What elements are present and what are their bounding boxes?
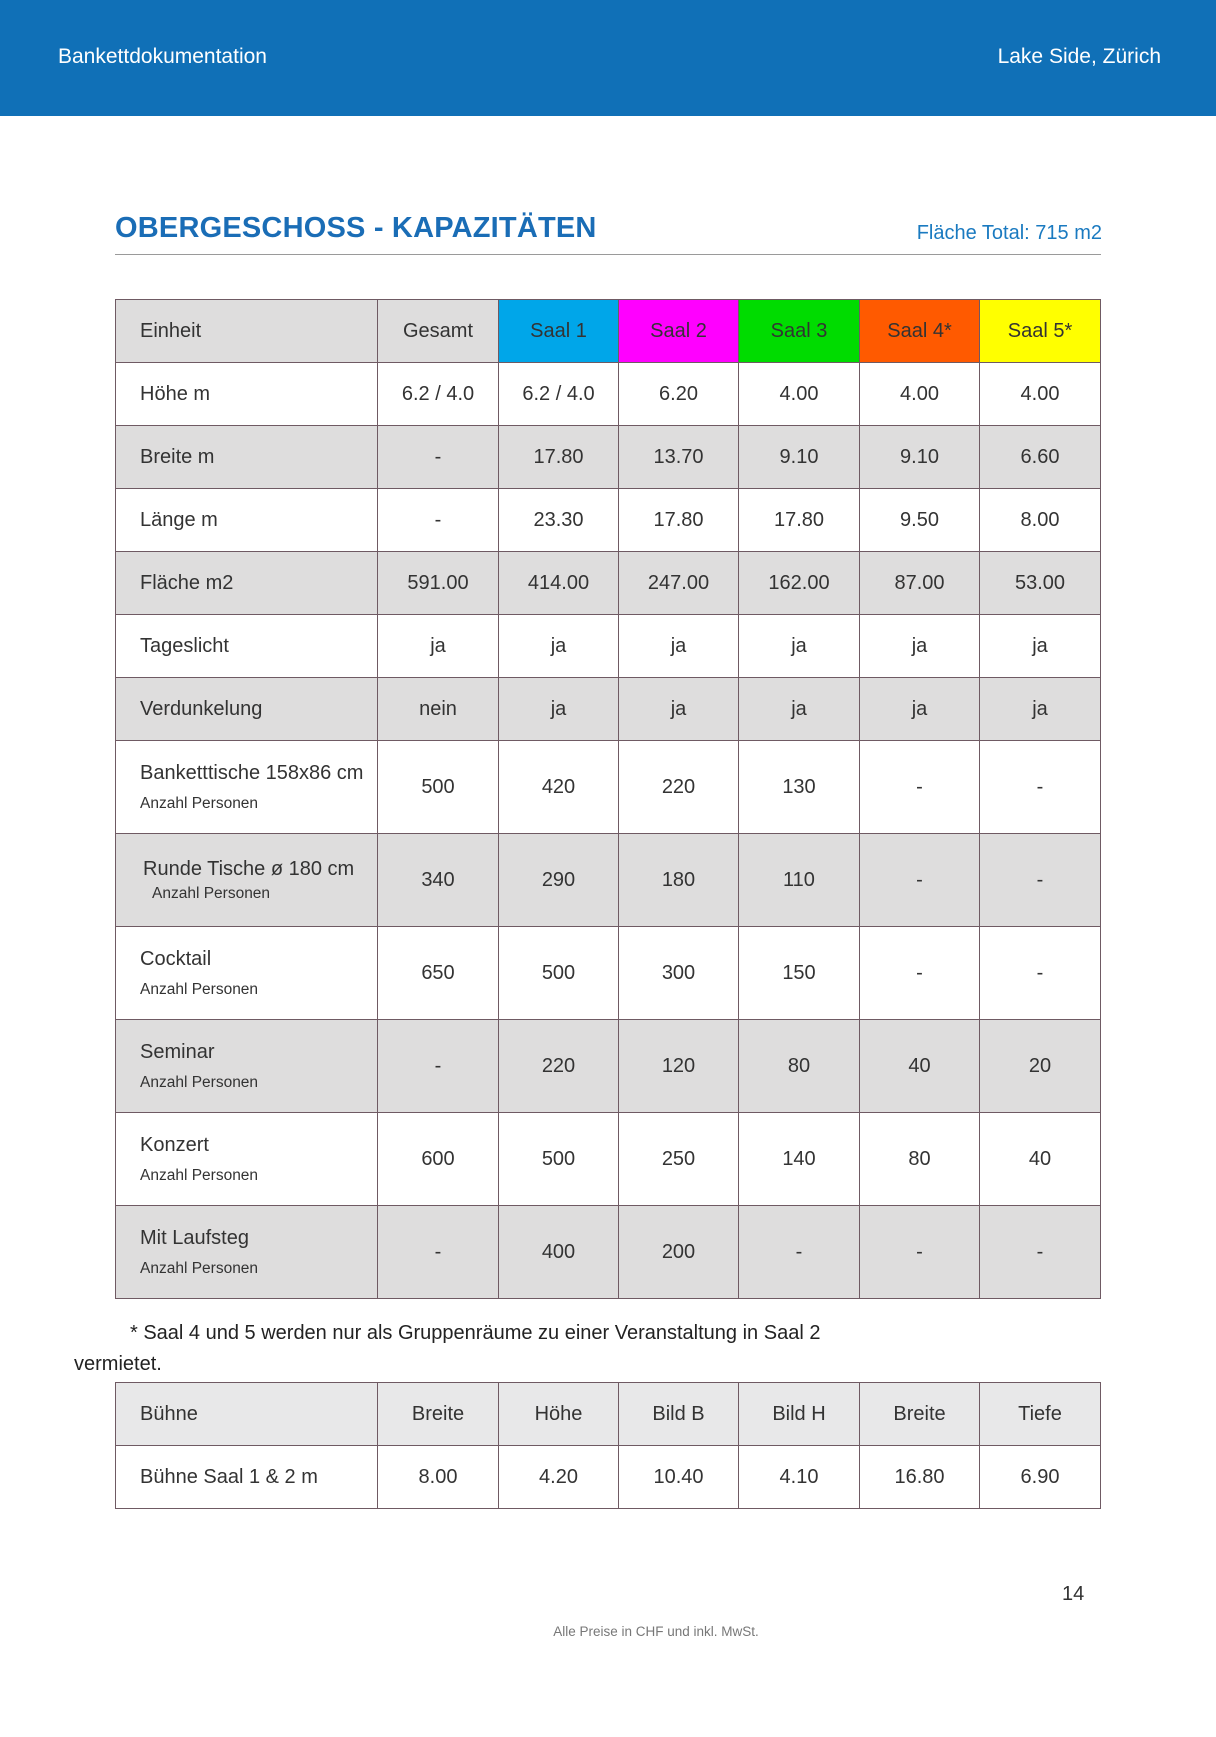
table-cell: 8.00	[378, 1446, 499, 1509]
table-cell: ja	[378, 615, 499, 678]
table-cell: 4.20	[499, 1446, 619, 1509]
table-cell: 500	[378, 741, 499, 834]
table-cell: ja	[619, 615, 739, 678]
table-cell: 220	[499, 1020, 619, 1113]
table-cell: 9.10	[860, 426, 980, 489]
header-cell: Bühne	[116, 1383, 378, 1446]
table-cell: 300	[619, 927, 739, 1020]
header-cell-saal-1: Saal 1	[499, 300, 619, 363]
row-label: Tageslicht	[116, 615, 378, 678]
row-label: Breite m	[116, 426, 378, 489]
capacity-table	[115, 299, 1101, 1299]
row-label: Verdunkelung	[116, 678, 378, 741]
table-cell: -	[739, 1206, 860, 1299]
table-cell: ja	[980, 615, 1101, 678]
table-cell: 17.80	[619, 489, 739, 552]
table-cell: ja	[619, 678, 739, 741]
table-cell: 180	[619, 834, 739, 927]
table-cell: 16.80	[860, 1446, 980, 1509]
header-cell-unit: Einheit	[116, 300, 378, 363]
table-row	[116, 1020, 1101, 1113]
table-row	[116, 1113, 1101, 1206]
table-cell: ja	[499, 615, 619, 678]
document-title: Bankettdokumentation	[58, 45, 267, 68]
table-cell: 10.40	[619, 1446, 739, 1509]
table-cell: 250	[619, 1113, 739, 1206]
row-label: Banketttische 158x86 cm	[140, 761, 364, 784]
row-label-cell	[116, 927, 378, 1020]
table-row	[116, 1446, 1101, 1509]
header-cell: Breite	[378, 1383, 499, 1446]
table-cell: 9.50	[860, 489, 980, 552]
page-number: 14	[1062, 1583, 1085, 1605]
table-cell: 6.20	[619, 363, 739, 426]
table-cell: 80	[860, 1113, 980, 1206]
table-cell: ja	[860, 678, 980, 741]
header-cell-saal-2: Saal 2	[619, 300, 739, 363]
table-row	[116, 834, 1101, 927]
stage-header-row	[116, 1383, 1101, 1446]
table-cell: -	[378, 1206, 499, 1299]
row-label: Seminar	[140, 1040, 215, 1063]
table-cell: 500	[499, 1113, 619, 1206]
row-sublabel: Anzahl Personen	[140, 1073, 259, 1091]
header-cell-saal-5: Saal 5*	[980, 300, 1101, 363]
row-label: Mit Laufsteg	[140, 1226, 249, 1249]
table-cell: 500	[499, 927, 619, 1020]
header-cell: Breite	[860, 1383, 980, 1446]
table-cell: nein	[378, 678, 499, 741]
table-cell: 4.00	[980, 363, 1101, 426]
table-cell: -	[378, 489, 499, 552]
header-bar	[0, 0, 1216, 116]
table-cell: 290	[499, 834, 619, 927]
table-cell: 120	[619, 1020, 739, 1113]
table-cell: 40	[980, 1113, 1101, 1206]
location-label: Lake Side, Zürich	[997, 45, 1161, 68]
table-cell: 162.00	[739, 552, 860, 615]
table-cell: 80	[739, 1020, 860, 1113]
row-label-cell	[116, 1206, 378, 1299]
table-cell: 87.00	[860, 552, 980, 615]
table-cell: 53.00	[980, 552, 1101, 615]
table-cell: 591.00	[378, 552, 499, 615]
header-cell: Bild H	[739, 1383, 860, 1446]
row-sublabel: Anzahl Personen	[140, 1166, 259, 1184]
table-cell: 13.70	[619, 426, 739, 489]
table-cell: -	[378, 1020, 499, 1113]
table-cell: 17.80	[499, 426, 619, 489]
table-cell: -	[860, 927, 980, 1020]
table-header-row	[116, 300, 1101, 363]
row-label-cell	[116, 834, 378, 927]
table-row	[116, 741, 1101, 834]
table-cell: 650	[378, 927, 499, 1020]
row-label-cell	[116, 741, 378, 834]
table-cell: 414.00	[499, 552, 619, 615]
table-cell: ja	[739, 615, 860, 678]
row-sublabel: Anzahl Personen	[140, 980, 259, 998]
table-cell: 17.80	[739, 489, 860, 552]
table-row	[116, 552, 1101, 615]
table-cell: ja	[739, 678, 860, 741]
row-label: Länge m	[116, 489, 378, 552]
row-label: Konzert	[140, 1133, 209, 1156]
table-cell: 130	[739, 741, 860, 834]
table-cell: 4.00	[860, 363, 980, 426]
title-divider	[115, 254, 1101, 255]
table-cell: -	[980, 1206, 1101, 1299]
header-cell: Bild B	[619, 1383, 739, 1446]
table-cell: 200	[619, 1206, 739, 1299]
header-cell-saal-4: Saal 4*	[860, 300, 980, 363]
table-cell: 340	[378, 834, 499, 927]
row-label: Bühne Saal 1 & 2 m	[116, 1446, 378, 1509]
table-cell: 420	[499, 741, 619, 834]
row-label-cell	[116, 1113, 378, 1206]
table-row	[116, 615, 1101, 678]
table-cell: 150	[739, 927, 860, 1020]
table-cell: 400	[499, 1206, 619, 1299]
row-label: Runde Tische ø 180 cm	[143, 857, 355, 880]
table-cell: 220	[619, 741, 739, 834]
row-sublabel: Anzahl Personen	[140, 1259, 259, 1277]
table-cell: 110	[739, 834, 860, 927]
table-cell: ja	[499, 678, 619, 741]
table-cell: ja	[860, 615, 980, 678]
table-cell: 6.2 / 4.0	[378, 363, 499, 426]
table-cell: 600	[378, 1113, 499, 1206]
table-cell: ja	[980, 678, 1101, 741]
table-cell: 6.2 / 4.0	[499, 363, 619, 426]
table-cell: 247.00	[619, 552, 739, 615]
table-cell: -	[980, 741, 1101, 834]
row-label: Cocktail	[140, 947, 212, 970]
table-cell: -	[860, 741, 980, 834]
table-cell: 4.00	[739, 363, 860, 426]
table-cell: 8.00	[980, 489, 1101, 552]
table-cell: -	[860, 1206, 980, 1299]
table-cell: 6.90	[980, 1446, 1101, 1509]
footnote: * Saal 4 und 5 werden nur als Gruppenräume zu einer Veranstaltung in Saal 2 vermietet.	[74, 1322, 821, 1375]
table-cell: -	[860, 834, 980, 927]
table-cell: -	[980, 834, 1101, 927]
table-row	[116, 426, 1101, 489]
table-cell: 40	[860, 1020, 980, 1113]
row-label: Fläche m2	[116, 552, 378, 615]
table-row	[116, 363, 1101, 426]
footer-note: Alle Preise in CHF und inkl. MwSt.	[553, 1624, 759, 1639]
table-cell: 20	[980, 1020, 1101, 1113]
row-sublabel: Anzahl Personen	[152, 884, 271, 902]
table-row	[116, 489, 1101, 552]
table-cell: 23.30	[499, 489, 619, 552]
total-area: Fläche Total: 715 m2	[916, 222, 1102, 244]
header-cell: Höhe	[499, 1383, 619, 1446]
page-title: OBERGESCHOSS - KAPAZITÄTEN	[115, 212, 597, 244]
row-label: Höhe m	[116, 363, 378, 426]
table-row	[116, 1206, 1101, 1299]
row-label-cell	[116, 1020, 378, 1113]
header-cell-saal-3: Saal 3	[739, 300, 860, 363]
table-row	[116, 678, 1101, 741]
table-cell: -	[980, 927, 1101, 1020]
stage-table	[115, 1382, 1101, 1509]
row-sublabel: Anzahl Personen	[140, 794, 259, 812]
table-cell: 4.10	[739, 1446, 860, 1509]
table-cell: -	[378, 426, 499, 489]
header-cell: Tiefe	[980, 1383, 1101, 1446]
table-cell: 9.10	[739, 426, 860, 489]
header-cell-total: Gesamt	[378, 300, 499, 363]
table-cell: 140	[739, 1113, 860, 1206]
table-row	[116, 927, 1101, 1020]
table-cell: 6.60	[980, 426, 1101, 489]
